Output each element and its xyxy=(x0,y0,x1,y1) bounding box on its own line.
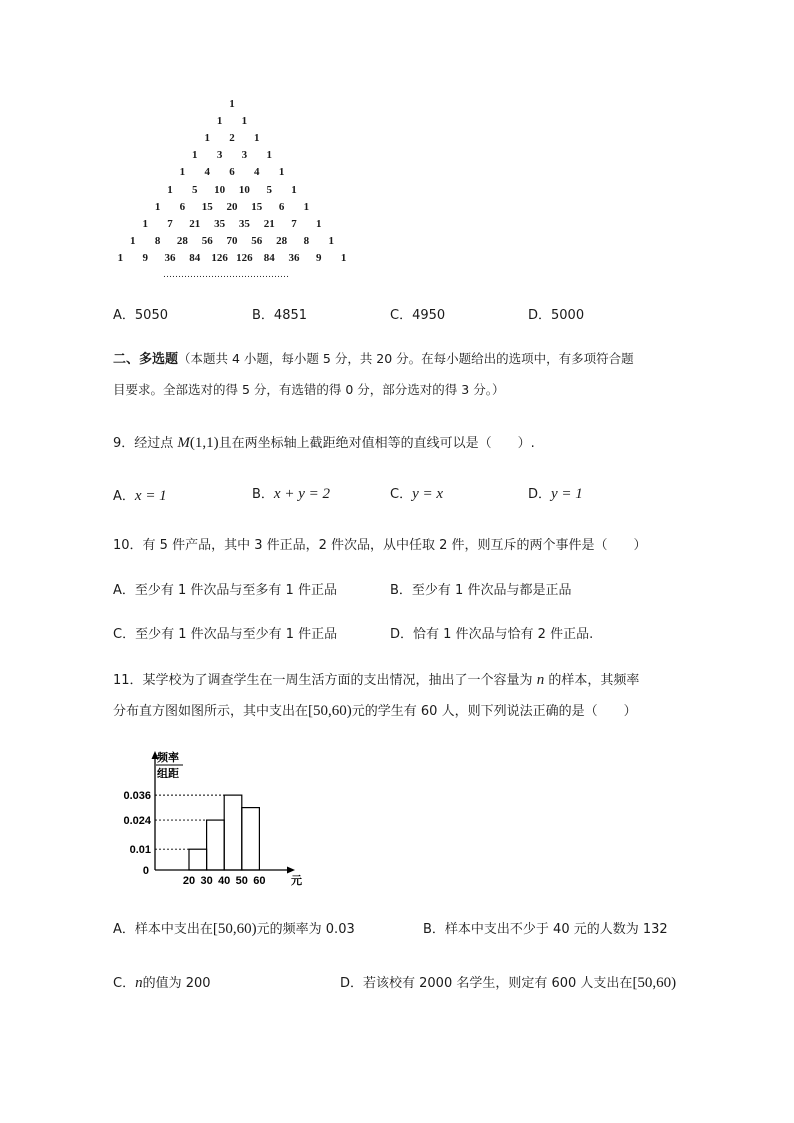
pascal-number: 4 xyxy=(204,166,210,179)
pascal-number: 15 xyxy=(201,200,213,213)
pascal-number: 56 xyxy=(201,234,213,247)
x-tick-label: 60 xyxy=(253,875,266,887)
histogram-bar xyxy=(224,795,242,870)
pascal-number: 1 xyxy=(254,132,260,145)
pascal-number: 9 xyxy=(142,251,148,264)
pascal-number: 8 xyxy=(303,234,310,247)
q9-option-a[interactable]: A．x = 1 xyxy=(113,488,167,504)
pascal-number: 3 xyxy=(241,149,248,162)
pascal-number: 1 xyxy=(167,183,173,196)
q8-option-b[interactable]: B．4851 xyxy=(252,308,308,323)
pascal-number: 1 xyxy=(229,98,235,110)
pascal-number: 20 xyxy=(226,200,238,213)
pascal-number: 9 xyxy=(316,251,322,264)
q8-option-c[interactable]: C．4950 xyxy=(390,308,446,323)
pascal-number: 6 xyxy=(278,200,285,213)
pascal-number: 1 xyxy=(179,166,186,179)
pascal-number: 2 xyxy=(229,132,235,145)
y-tick-label: 0.01 xyxy=(129,844,151,857)
pascal-number: 5 xyxy=(192,183,198,196)
pascal-number: 5 xyxy=(266,183,272,196)
pascal-number: 21 xyxy=(263,217,275,230)
pascal-number: 1 xyxy=(241,115,248,128)
y-tick-label: 0.024 xyxy=(123,815,151,828)
pascal-number: 10 xyxy=(238,183,250,196)
pascal-number: 7 xyxy=(291,217,297,230)
section2-intro xyxy=(113,348,634,367)
x-tick-label: 30 xyxy=(200,875,213,887)
q10-stem: 10．有 5 件产品，其中 3 件正品，2 件次品，从中任取 2 件，则互斥的两个事件是（ ） xyxy=(113,538,647,553)
histogram-bar xyxy=(242,808,260,870)
q9-option-c[interactable]: C．y = x xyxy=(390,486,444,502)
pascal-number: 28 xyxy=(276,234,288,247)
pascal-number: 10 xyxy=(214,183,226,196)
q9-option-d[interactable]: D．y = 1 xyxy=(528,486,583,502)
pascal-number: 28 xyxy=(176,234,188,247)
pascal-number: 15 xyxy=(251,200,263,213)
pascal-ellipsis: …………………………………… xyxy=(163,269,289,279)
section2-heading: 二、多选题 xyxy=(113,352,179,367)
x-tick-label: 50 xyxy=(235,875,248,887)
pascal-number: 6 xyxy=(229,166,235,179)
pascal-number: 1 xyxy=(291,183,297,196)
pascal-number: 126 xyxy=(236,251,253,264)
frequency-histogram xyxy=(110,745,310,890)
pascal-number: 84 xyxy=(263,251,275,264)
q11-stem-line1: 11．某学校为了调查学生在一周生活方面的支出情况，抽出了一个容量为 n 的样本，其频率 xyxy=(113,672,640,688)
pascal-number: 35 xyxy=(214,217,226,230)
pascal-number: 126 xyxy=(211,251,228,264)
pascal-number: 1 xyxy=(278,166,285,179)
q10-option-a[interactable]: A．至少有 1 件次品与至多有 1 件正品 xyxy=(113,583,337,598)
q10-option-b[interactable]: B．至少有 1 件次品与都是正品 xyxy=(390,583,572,598)
q11-option-a[interactable]: A．样本中支出在[50,60)元的频率为 0.03 xyxy=(113,921,355,937)
pascal-number: 36 xyxy=(288,251,300,264)
pascal-number: 21 xyxy=(189,217,201,230)
pascal-number: 1 xyxy=(340,251,347,264)
q8-option-a[interactable]: A．5050 xyxy=(113,308,168,323)
q11-option-c[interactable]: C．n的值为 200 xyxy=(113,975,211,991)
pascal-number: 1 xyxy=(192,149,198,162)
pascal-number: 1 xyxy=(216,115,223,128)
histogram-bar xyxy=(207,820,225,870)
y-tick-label: 0.036 xyxy=(123,790,151,803)
q10-option-d[interactable]: D．恰有 1 件次品与恰有 2 件正品. xyxy=(390,627,594,642)
pascal-number: 1 xyxy=(266,149,272,162)
x-tick-label: 20 xyxy=(182,875,196,887)
q9-stem: 9．经过点 M(1,1)且在两坐标轴上截距绝对值相等的直线可以是（ ）. xyxy=(113,435,535,451)
pascal-number: 1 xyxy=(130,234,136,247)
q11-stem-line2: 分布直方图如图所示，其中支出在[50,60)元的学生有 60 人，则下列说法正确的是（ ） xyxy=(113,703,637,719)
section2-desc-line1: （本题共 4 小题，每小题 5 分，共 20 分。在每小题给出的选项中，有多项符合题 xyxy=(178,351,634,366)
histogram-bar xyxy=(189,849,207,870)
q9-option-b[interactable]: B．x + y = 2 xyxy=(252,486,330,502)
pascal-number: 1 xyxy=(142,217,148,230)
pascal-number: 84 xyxy=(189,251,201,264)
x-tick-label: 40 xyxy=(218,875,231,887)
pascal-number: 35 xyxy=(238,217,250,230)
pascal-number: 1 xyxy=(316,217,322,230)
pascal-number: 70 xyxy=(226,234,238,247)
section2-desc-line2: 目要求。全部选对的得 5 分，有选错的得 0 分，部分选对的得 3 分。） xyxy=(113,382,505,397)
pascal-number: 36 xyxy=(164,251,176,264)
pascal-number: 1 xyxy=(117,251,124,264)
pascal-number: 6 xyxy=(179,200,186,213)
q10-option-c[interactable]: C．至少有 1 件次品与至少有 1 件正品 xyxy=(113,627,338,642)
pascal-number: 1 xyxy=(204,132,210,145)
pascal-number: 8 xyxy=(154,234,161,247)
pascal-number: 3 xyxy=(216,149,223,162)
pascal-number: 7 xyxy=(167,217,173,230)
pascal-number: 1 xyxy=(154,200,161,213)
q11-option-d[interactable]: D．若该校有 2000 名学生，则定有 600 人支出在[50,60) xyxy=(340,975,677,991)
x-axis-label: 元 xyxy=(291,875,302,887)
y-label-top: 频率 xyxy=(157,752,179,764)
q8-option-d[interactable]: D．5000 xyxy=(528,308,585,323)
pascal-number: 56 xyxy=(251,234,263,247)
pascal-number: 1 xyxy=(303,200,310,213)
y-label-bottom: 组距 xyxy=(157,768,179,780)
pascal-number: 1 xyxy=(328,234,334,247)
x-axis-arrow xyxy=(287,867,295,874)
origin-label: 0 xyxy=(142,865,149,877)
pascal-number: 4 xyxy=(254,166,260,179)
q11-option-b[interactable]: B．样本中支出不少于 40 元的人数为 132 xyxy=(423,922,668,937)
